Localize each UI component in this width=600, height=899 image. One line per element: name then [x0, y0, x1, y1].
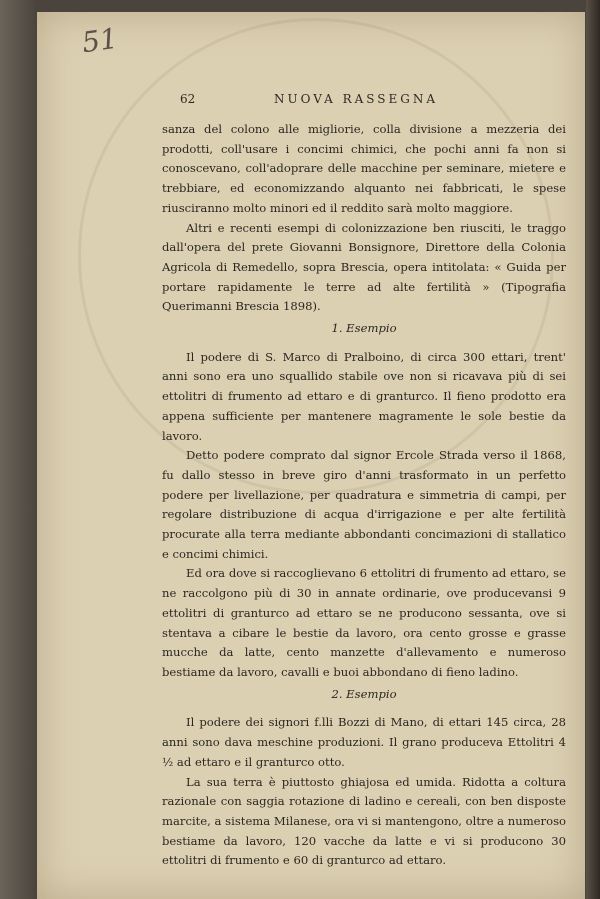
paragraph: Ed ora dove si raccoglievano 6 ettolitri di frumento ad ettaro, se ne raccolgono più di 30 in annate ordinarie, ove producevansi 9 ettolitri di granturco ad ettaro se ne producono sessanta, ove si stentava a cibare le bestie da lavoro, ora cento grosse e grasse mucche da latte, cento manzette d'allevamento e numeroso bestiame da lavoro, cavalli e buoi abbondano di fieno ladino.: [162, 566, 566, 679]
paragraph: Il podere di S. Marco di Pralboino, di circa 300 ettari, trent' anni sono era uno squallido stabile ove non si ricavava più di sei ettolitri di frumento ad ettaro e di granturco. Il fieno prodotto era appena sufficiente per mantenere magramente le sole bestie da lavoro.: [162, 349, 566, 443]
running-title: NUOVA RASSEGNA: [274, 92, 439, 106]
body-text: [162, 120, 566, 871]
section-heading: 1. Esempio: [331, 321, 397, 336]
paragraph: Detto podere comprato dal signor Ercole Strada verso il 1868, fu dallo stesso in breve giro d'anni trasformato in un perfetto podere per livellazione, per quadratura e simmetria di campi, per regolare distribuzione di acqua d'irrigazione e per alte fertilità procurate alla terra mediante abbondanti concimazioni di stallatico e concimi chimici.: [162, 448, 566, 561]
section-heading: 2. Esempio: [331, 686, 397, 701]
paragraph: La sua terra è piuttosto ghiajosa ed umida. Ridotta a coltura razionale con saggia rotazione di ladino e cereali, con ben disposte marcite, a sistema Milanese, ora vi si mantengono, oltre a numeroso bestiame da lavoro, 120 vacche da latte e vi si producono 30 ettolitri di frumento e 60 di granturco ad ettaro.: [162, 774, 566, 868]
paragraph-continuation: sanza del colono alle migliorie, colla divisione a mezzeria dei prodotti, coll'usare i concimi chimici, che pochi anni fa non si conoscevano, coll'adoprare delle macchine per seminare, mietere e trebbiare, ed economizzando alquanto nei fabbricati, le spese riusciranno molto minori ed il reddito sarà molto maggiore.: [162, 122, 566, 215]
scan-left-margin: [0, 0, 37, 899]
scan-right-edge: [586, 0, 600, 899]
paragraph: Altri e recenti esempi di colonizzazione ben riusciti, le traggo dall'opera del prete Giovanni Bonsignore, Direttore della Colonia Agricola di Remedello, sopra Brescia, opera intitolata: « Guida per portare rapidamente le terre ad alte fertilità » (Tipografia Querimanni Brescia 1898).: [162, 220, 566, 314]
paragraph: Il podere dei signori f.lli Bozzi di Mano, di ettari 145 circa, 28 anni sono dava meschine produzioni. Il grano produceva Ettolitri 4 ½ ad ettaro e il granturco otto.: [162, 715, 566, 769]
handwritten-page-number: 51: [79, 21, 120, 60]
page-number: 62: [180, 92, 196, 106]
